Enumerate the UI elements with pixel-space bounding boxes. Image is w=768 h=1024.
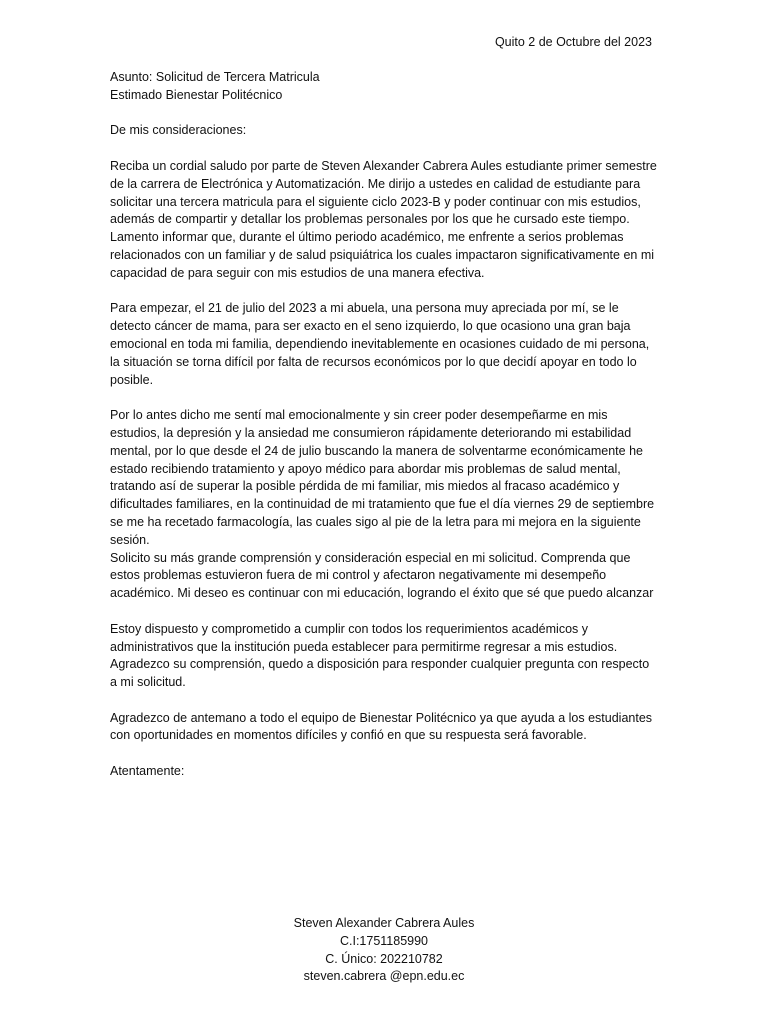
paragraph-health: Por lo antes dicho me sentí mal emocionalmente y sin creer poder desempeñarme en mis estudios, la depresión y la ansiedad me consumieron rápidamente deteriorando mi estabilidad mental, por lo que desde el 24 de julio buscando la manera de solventarme económicamente he estado recibiendo tratamiento y apoyo médico para abordar mis problemas de salud mental, tratando así de superar la posible pérdida de mi familiar, mis miedos al fracaso académico y dificultades familiares, en la continuidad de mi tratamiento que fue el día viernes 29 de septiembre se me ha recetado farmacología, las cuales sigo al pie de la letra para mi mejora en la siguiente sesión. — [110, 408, 655, 547]
spacer — [110, 140, 658, 158]
letter-closing: Atentamente: — [110, 764, 185, 779]
signature-email: steven.cabrera @epn.edu.ec — [303, 969, 465, 984]
signature-block — [110, 915, 658, 986]
signature-unique-code: C. Único: 202210782 — [325, 951, 443, 966]
spacer — [110, 283, 658, 301]
paragraph-problem: Lamento informar que, durante el último periodo académico, me enfrente a serios problemas relacionados con un familiar y de salud psiquiátrica los cuales impactaron significativamente en mi capacidad de para seguir con mis estudios de una manera efectiva. — [110, 230, 655, 280]
spacer — [110, 389, 658, 407]
spacer — [110, 692, 658, 710]
letter-subject: Asunto: Solicitud de Tercera Matricula — [110, 70, 320, 84]
letter-recipient: Estimado Bienestar Politécnico — [110, 87, 283, 102]
letter-greeting: De mis consideraciones: — [110, 123, 247, 138]
spacer — [110, 105, 658, 123]
signature-ci: C.I:1751185990 — [339, 933, 429, 948]
spacer — [110, 603, 658, 621]
paragraph-intro: Reciba un cordial saludo por parte de Steven Alexander Cabrera Aules estudiante primer semestre de la carrera de Electrónica y Automatización. Me dirijo a ustedes en calidad de estudiante para solicitar una tercera matricula para el siguiente ciclo 2023-B y poder continuar con mis estudios, además de compartir y detallar los problemas personales por los que he cursado este tiempo. — [110, 158, 657, 227]
signature-name: Steven Alexander Cabrera Aules — [293, 916, 475, 930]
paragraph-commitment: Estoy dispuesto y comprometido a cumplir con todos los requerimientos académicos y administrativos que la institución pueda establecer para permitirme regresar a mis estudios. Agradezco su comprensión, quedo a disposición para responder cualquier pregunta con respecto a mi solicitud. — [110, 621, 650, 690]
spacer — [110, 745, 658, 763]
paragraph-thanks: Agradezco de antemano a todo el equipo de Bienestar Politécnico ya que ayuda a los estudiantes con oportunidades en momentos difíciles y confió en que su respuesta será favorable. — [110, 710, 653, 743]
paragraph-request: Solicito su más grande comprensión y consideración especial en mi solicitud. Comprenda que estos problemas estuvieron fuera de mi control y afectaron negativamente mi desempeño académico. Mi deseo es continuar con mi educación, logrando el éxito que sé que puedo alcanzar — [110, 550, 654, 601]
paragraph-family: Para empezar, el 21 de julio del 2023 a mi abuela, una persona muy apreciada por mí, se le detecto cáncer de mama, para ser exacto en el seno izquierdo, lo que ocasiono una gran baja emocional en toda mi familia, dependiendo inevitablemente en ocasiones cuidado de mi persona, la situación se torna difícil por falta de recursos económicos por lo que decidí apoyar en todo lo posible. — [110, 301, 650, 387]
letter-date: Quito 2 de Octubre del 2023 — [494, 35, 652, 49]
letter-body — [110, 69, 658, 781]
